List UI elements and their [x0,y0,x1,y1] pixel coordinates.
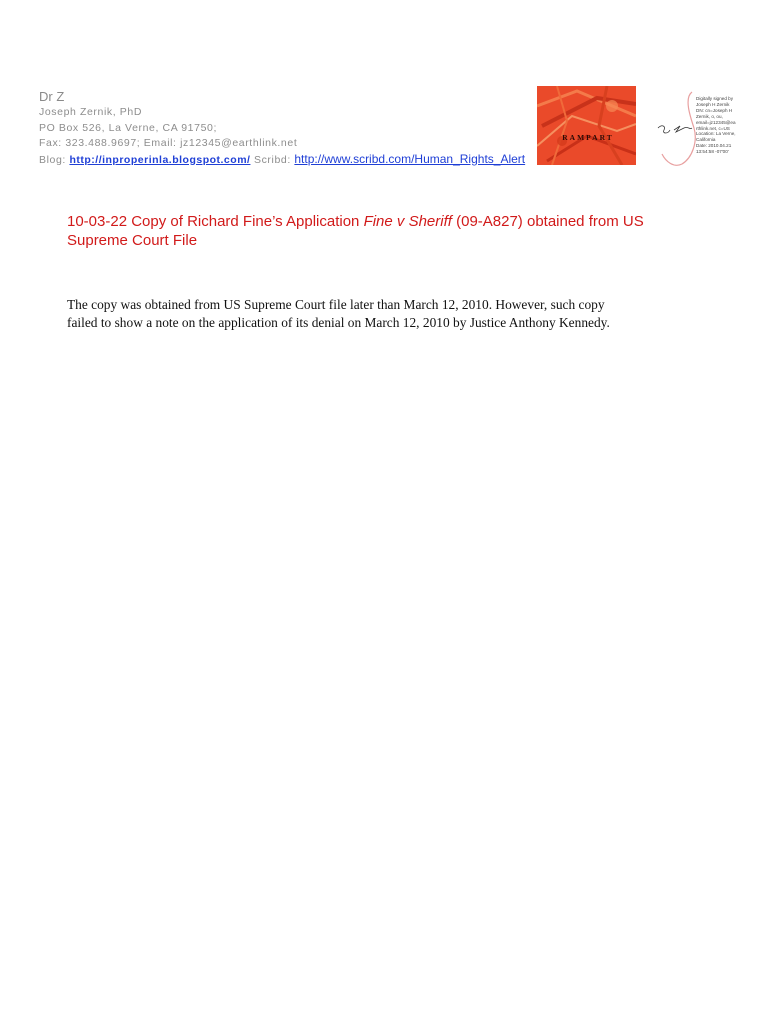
letterhead [39,88,525,168]
title-line2: Supreme Court File [67,232,198,249]
letterhead-full-name: Joseph Zernik, PhD [39,106,143,118]
document-title [67,212,697,250]
signature-text [696,96,746,155]
signature-line: California [696,137,716,143]
title-suffix: (09-A827) obtained from US [451,213,644,230]
body-line-2: failed to show a note on the application of its denial on March 12, 2010 by Justice Anthony Kennedy. [67,315,610,330]
signature-line: rthlink.net, c=US [696,125,730,131]
signature-line: email=jz12345@ea [696,119,736,125]
digital-signature [654,88,744,168]
signature-line: Joseph H Zernik [696,101,730,107]
rampart-word: RAMPART [562,133,614,142]
signature-line: 13:54:58 -07'00' [696,149,729,155]
letterhead-links [39,152,525,169]
body-paragraph [67,296,697,332]
title-case-name: Fine v Sheriff [363,213,452,230]
signature-line: Zernik, o, ou, [696,113,723,119]
blog-label: Blog: [39,153,70,166]
signature-line: DN: cn=Joseph H [696,107,733,113]
letterhead-address: PO Box 526, La Verne, CA 91750; [39,121,217,134]
signature-line: Date: 2010.04.21 [696,143,732,149]
letterhead-name: Dr Z [39,89,65,104]
scribd-label: Scribd: [250,153,295,166]
signature-line: Location: La Verne, [696,131,736,137]
rampart-logo [537,86,636,165]
blog-link[interactable]: http://inproperinla.blogspot.com/ [69,153,251,166]
title-prefix: 10-03-22 Copy of Richard Fine’s Application [67,213,364,230]
rampart-texture [537,86,636,165]
body-line-1: The copy was obtained from US Supreme Court file later than March 12, 2010. However, such copy [67,297,605,312]
signature-line: Digitally signed by [696,96,734,101]
letterhead-contact: Fax: 323.488.9697; Email: jz12345@earthlink.net [39,137,298,149]
scribd-link[interactable]: http://www.scribd.com/Human_Rights_Alert [294,151,526,166]
